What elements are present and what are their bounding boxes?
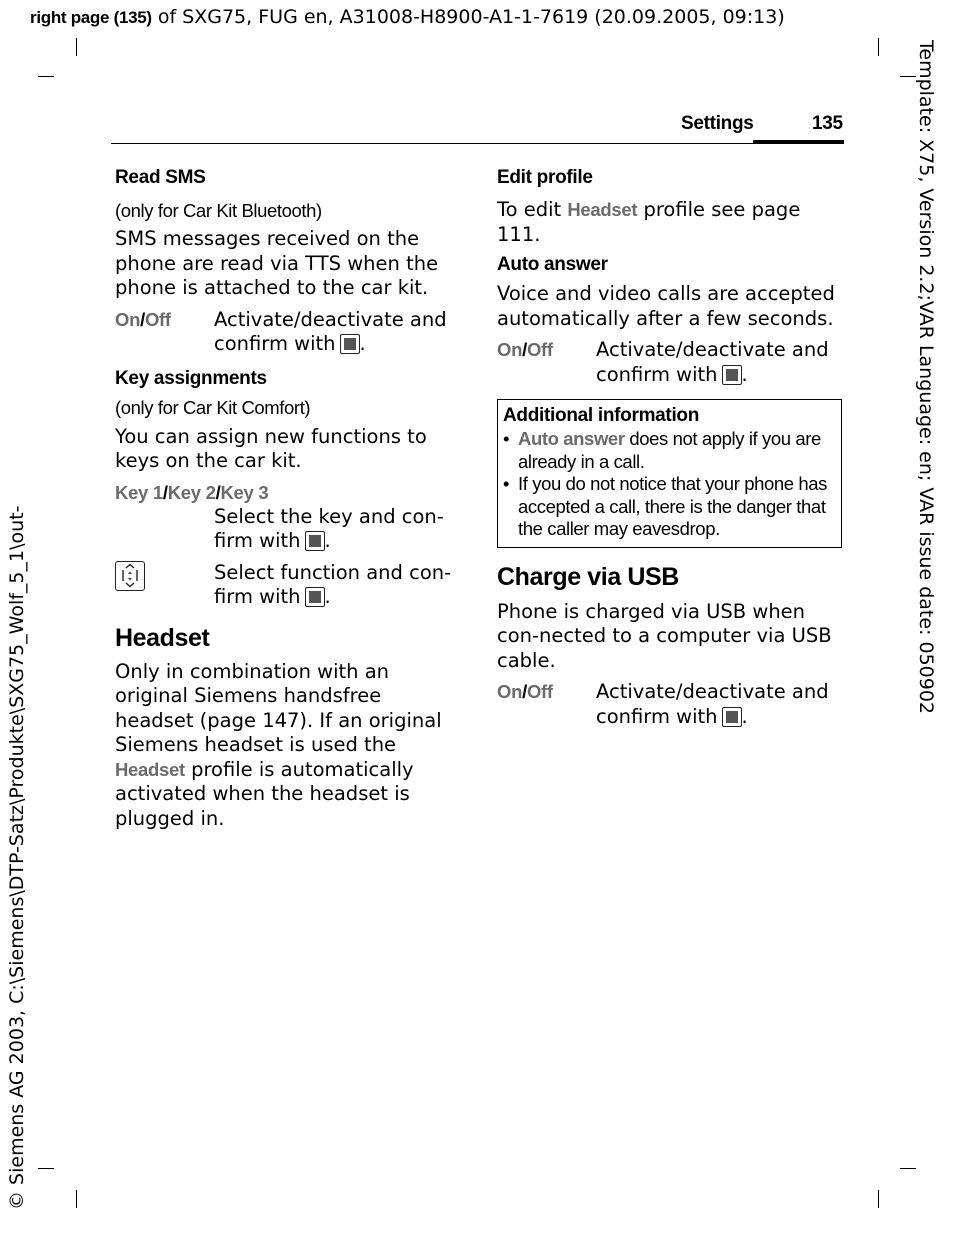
left-column xyxy=(115,166,465,831)
select-function-row xyxy=(115,561,465,610)
crop-mark xyxy=(76,1190,77,1208)
read-sms-heading: Read SMS xyxy=(115,167,206,188)
select-key-row xyxy=(115,505,465,554)
read-sms-body: SMS messages received on the phone are read via TTS when the phone is attached to the car kit. xyxy=(115,227,439,299)
key-assignments-heading: Key assignments xyxy=(115,367,267,389)
print-job-header-bold: right page (135) xyxy=(30,8,152,27)
option-desc-text: Activate/deactivate and confirm with xyxy=(596,338,829,386)
list-item-text: does not apply if you are already in a call. xyxy=(518,428,821,472)
key-list xyxy=(115,481,465,505)
option-description xyxy=(596,680,847,729)
key-assignments-body: You can assign new functions to keys on the car kit. xyxy=(115,424,427,472)
option-off: Off xyxy=(144,308,171,330)
header-rule xyxy=(111,143,844,144)
crop-mark xyxy=(900,76,916,77)
select-function-desc xyxy=(214,561,465,610)
running-head-title: Settings xyxy=(681,113,754,134)
crop-mark xyxy=(38,76,54,77)
period: . xyxy=(324,585,331,608)
read-sms-option xyxy=(115,308,465,357)
period: . xyxy=(324,529,331,552)
option-description xyxy=(214,308,465,357)
select-function-text: Select function and con-firm with xyxy=(214,560,452,608)
period: . xyxy=(741,704,748,728)
option-desc-text: Activate/deactivate and confirm with xyxy=(214,307,447,355)
option-key xyxy=(497,338,596,387)
option-sep: / xyxy=(522,339,527,360)
select-key-desc xyxy=(214,505,465,554)
headset-profile-term: Headset xyxy=(115,758,185,780)
copyright-path-vertical: © Siemens AG 2003, C:\Siemens\DTP-Satz\Produkte\SXG75_Wolf_5_1\out- xyxy=(6,505,28,1210)
charge-usb-body: Phone is charged via USB when con-nected to a computer via USB cable. xyxy=(497,599,832,672)
key-assignments-note: (only for Car Kit Comfort) xyxy=(115,396,311,418)
additional-info-list xyxy=(503,428,835,541)
option-key xyxy=(497,680,596,729)
edit-profile-body-a: To edit xyxy=(497,198,568,221)
charge-usb-option xyxy=(497,680,847,729)
period: . xyxy=(359,332,366,355)
headset-body xyxy=(115,660,460,832)
print-job-header-rest: of SXG75, FUG en, A31008-H8900-A1-1-7619 (20.09.2005, 09:13) xyxy=(151,6,785,28)
headset-body-a: Only in combination with an original Siemens handsfree headset (page 147). If an original Siemens headset is used the xyxy=(115,659,442,756)
option-on: On xyxy=(497,681,523,702)
crop-mark xyxy=(38,1168,54,1169)
edit-profile-body-c: profile see page 111. xyxy=(497,198,801,246)
key-2-label: Key 2 xyxy=(167,481,216,503)
crop-mark xyxy=(76,38,77,56)
page-number: 135 xyxy=(812,113,843,134)
center-select-key-icon xyxy=(722,365,742,385)
template-info-vertical: Template: X75, Version 2.2;VAR Language: en; VAR issue date: 050902 xyxy=(915,40,937,715)
option-on: On xyxy=(497,339,523,360)
headset-body-c: profile is automatically activated when the headset is plugged in. xyxy=(115,757,414,830)
headset-profile-term: Headset xyxy=(567,199,638,220)
option-off: Off xyxy=(526,339,553,360)
option-desc-text: Activate/deactivate and confirm with xyxy=(596,680,829,728)
key-1-label: Key 1 xyxy=(115,481,163,503)
option-key xyxy=(115,308,214,357)
auto-answer-term: Auto answer xyxy=(518,428,625,449)
center-select-key-icon xyxy=(340,334,360,354)
auto-answer-heading: Auto answer xyxy=(497,254,608,275)
option-sep: / xyxy=(522,681,527,702)
read-sms-note: (only for Car Kit Bluetooth) xyxy=(115,200,322,221)
sep: / xyxy=(215,481,221,503)
center-select-key-icon xyxy=(722,707,742,727)
additional-info-heading: Additional information xyxy=(503,405,700,426)
header-rule-thick xyxy=(753,140,844,144)
auto-answer-body: Voice and video calls are accepted automatically after a few seconds. xyxy=(497,282,835,330)
auto-answer-option xyxy=(497,338,847,387)
list-item xyxy=(503,473,835,541)
center-select-key-icon xyxy=(305,531,325,551)
period: . xyxy=(741,362,748,386)
crop-mark xyxy=(878,1190,879,1208)
crop-mark xyxy=(900,1168,916,1169)
crop-mark xyxy=(878,38,879,56)
charge-usb-heading: Charge via USB xyxy=(497,562,679,591)
edit-profile-body xyxy=(497,198,842,247)
option-on: On xyxy=(115,308,141,330)
option-off: Off xyxy=(526,681,553,702)
print-job-header xyxy=(30,6,785,28)
select-key-text: Select the key and con-firm with xyxy=(214,504,444,552)
right-column xyxy=(497,166,847,729)
option-description xyxy=(596,338,847,387)
center-select-key-icon xyxy=(305,587,325,607)
option-sep: / xyxy=(140,308,145,330)
list-item xyxy=(503,428,835,473)
key-3-label: Key 3 xyxy=(220,481,269,503)
navigation-key-icon xyxy=(115,561,145,591)
edit-profile-heading: Edit profile xyxy=(497,167,593,188)
list-item-text: If you do not notice that your phone has accepted a call, there is the danger that the caller may eavesdrop. xyxy=(518,473,828,539)
sep: / xyxy=(162,481,168,503)
headset-heading: Headset xyxy=(115,623,210,652)
additional-info-box xyxy=(497,399,842,548)
